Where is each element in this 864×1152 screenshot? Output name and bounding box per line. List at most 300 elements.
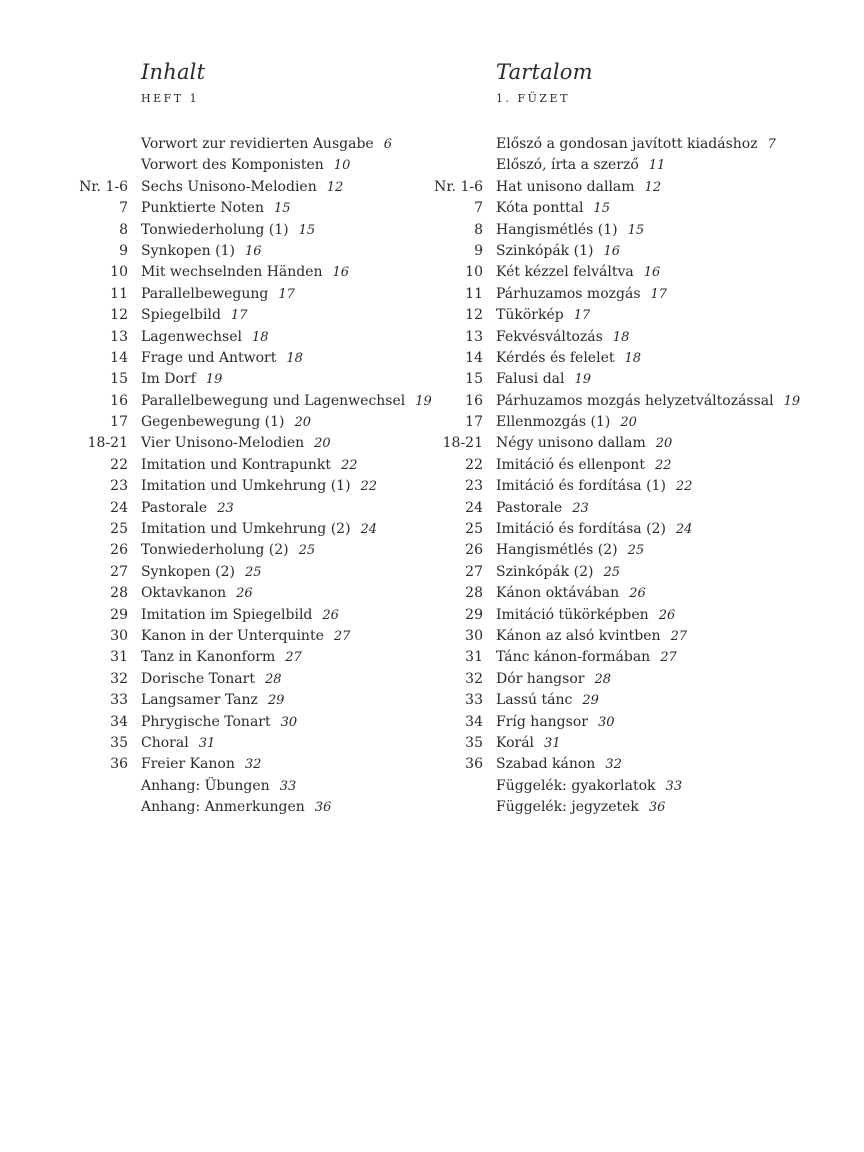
toc-entry (0, 797, 430, 818)
entry-title: Kánon oktávában (496, 585, 620, 602)
entry-title-wrap (141, 134, 392, 155)
entry-title-wrap (496, 177, 661, 198)
entry-title: Imitation und Umkehrung (1) (141, 478, 351, 495)
entry-title-wrap (141, 177, 343, 198)
entry-title: Vier Unisono-Melodien (141, 435, 305, 452)
entry-title-wrap (496, 797, 665, 818)
entry-title-wrap (141, 690, 284, 711)
toc-entry (0, 605, 430, 626)
entry-title: Szinkópák (2) (496, 563, 594, 580)
entry-page-number: 17 (650, 286, 668, 302)
entry-page-number: 20 (314, 436, 331, 452)
entry-page-number: 32 (605, 757, 622, 773)
entry-page-number: 26 (236, 586, 253, 602)
entry-page-number: 25 (603, 564, 620, 580)
toc-entry (0, 583, 430, 604)
entry-page-number: 29 (582, 693, 599, 709)
entry-page-number: 27 (660, 650, 677, 666)
entry-page-number: 15 (298, 222, 316, 238)
entry-number: 36 (465, 756, 483, 773)
entry-page-number: 15 (274, 201, 291, 217)
entry-number: Nr. 1-6 (434, 178, 483, 195)
toc-entry (430, 177, 864, 198)
entry-title-wrap (141, 498, 234, 519)
toc-entry (430, 155, 864, 176)
toc-entry (0, 369, 430, 390)
toc-entry (430, 519, 864, 540)
entry-title-wrap (496, 327, 629, 348)
entry-title-wrap (141, 733, 215, 754)
entry-title-wrap (141, 712, 297, 733)
toc-entry (0, 198, 430, 219)
entry-title: Parallelbewegung (141, 285, 269, 302)
entry-title-wrap (496, 583, 646, 604)
entry-title: Tánc kánon-formában (496, 649, 651, 666)
entry-number: 33 (110, 692, 128, 709)
entry-page-number: 32 (244, 757, 262, 773)
entry-number: 30 (465, 627, 483, 644)
entry-page-number: 28 (264, 671, 282, 687)
entry-number: 26 (110, 542, 128, 559)
entry-title: Hangismétlés (2) (496, 542, 618, 559)
entry-number: 14 (465, 349, 483, 366)
entry-page-number: 17 (278, 286, 295, 302)
entry-number: 9 (119, 242, 128, 259)
entry-number: 18-21 (442, 435, 483, 452)
entry-page-number: 31 (198, 735, 216, 751)
toc-entry (0, 348, 430, 369)
entry-page-number: 25 (244, 564, 262, 580)
entry-title: Dór hangsor (496, 670, 585, 687)
entry-number: 24 (465, 499, 483, 516)
entry-title-wrap (496, 562, 620, 583)
toc-entry (430, 562, 864, 583)
toc-entry (0, 412, 430, 433)
toc-entry (430, 134, 864, 155)
entry-number: 23 (465, 478, 483, 495)
entry-number: 17 (110, 414, 128, 431)
entry-page-number: 31 (544, 735, 561, 751)
entry-page-number: 16 (603, 243, 620, 259)
entry-title-wrap (496, 134, 776, 155)
entry-page-number: 12 (644, 179, 662, 195)
entry-page-number: 18 (612, 329, 630, 345)
entry-page-number: 20 (294, 415, 312, 431)
entry-number: 8 (474, 221, 483, 238)
toc-entry (430, 327, 864, 348)
entry-title: Vorwort zur revidierten Ausgabe (141, 136, 374, 152)
entry-page-number: 12 (326, 179, 344, 195)
entry-title-wrap (496, 369, 591, 390)
toc-entry (0, 391, 430, 412)
entry-page-number: 19 (415, 393, 432, 409)
toc-entry (430, 797, 864, 818)
toc-entry (0, 476, 430, 497)
entry-page-number: 15 (593, 201, 610, 217)
toc-entry (0, 669, 430, 690)
entry-title-wrap (141, 220, 315, 241)
entry-page-number: 29 (267, 693, 285, 709)
entry-page-number: 36 (648, 800, 666, 816)
entry-number: 26 (465, 542, 483, 559)
toc-entry (430, 647, 864, 668)
entry-page-number: 33 (279, 778, 297, 794)
entry-title-wrap (496, 605, 675, 626)
entry-title-wrap (141, 284, 295, 305)
entry-page-number: 30 (597, 714, 615, 730)
entry-title: Kanon in der Unterquinte (141, 627, 324, 644)
toc-entry (0, 519, 430, 540)
entry-title: Tükörkép (496, 307, 564, 324)
entry-title: Anhang: Übungen (141, 777, 270, 794)
entry-number: 13 (110, 328, 128, 345)
entry-number: 30 (110, 627, 128, 644)
entry-page-number: 26 (629, 586, 646, 602)
toc-entry (430, 540, 864, 561)
entry-title: Szabad kánon (496, 756, 596, 773)
toc-entry (430, 305, 864, 326)
entry-page-number: 30 (280, 714, 298, 730)
toc-entry (0, 284, 430, 305)
entry-title: Ellenmozgás (1) (496, 414, 611, 431)
entry-page-number: 23 (572, 500, 589, 516)
entry-page-number: 24 (675, 522, 693, 538)
entry-title: Langsamer Tanz (141, 692, 258, 709)
entry-number: 10 (110, 264, 128, 281)
entry-title: Fekvésváltozás (496, 328, 603, 345)
entry-number: 31 (110, 649, 128, 666)
toc-entry (0, 134, 430, 155)
toc-entry (0, 690, 430, 711)
entry-title: Kánon az alsó kvintben (496, 627, 661, 644)
toc-entry (430, 498, 864, 519)
toc-entry (0, 241, 430, 262)
entry-title-wrap (141, 669, 282, 690)
toc-entry (430, 262, 864, 283)
entry-page-number: 28 (594, 671, 611, 687)
entry-title: Fríg hangsor (496, 713, 588, 730)
toc-entry (0, 776, 430, 797)
entry-title-wrap (141, 754, 261, 775)
toc-entry (0, 177, 430, 198)
entry-page-number: 19 (574, 372, 592, 388)
entry-title-wrap (496, 198, 610, 219)
entry-title-wrap (496, 754, 622, 775)
entry-number: 7 (474, 200, 483, 217)
entry-page-number: 17 (230, 308, 248, 324)
entry-title: Imitáció tükörképben (496, 606, 649, 623)
entry-title-wrap (496, 433, 672, 454)
entry-title-wrap (496, 348, 641, 369)
entry-page-number: 22 (675, 479, 693, 495)
entry-page-number: 27 (285, 650, 302, 666)
entry-title: Oktavkanon (141, 585, 227, 602)
entry-number: 12 (465, 307, 483, 324)
entry-title: Im Dorf (141, 371, 196, 388)
entry-title-wrap (141, 776, 296, 797)
entry-title-wrap (141, 476, 377, 497)
toc-entry (0, 433, 430, 454)
entry-page-number: 16 (643, 265, 661, 281)
entry-page-number: 22 (654, 457, 672, 473)
toc-list (430, 134, 864, 819)
entry-title: Tanz in Kanonform (141, 649, 276, 666)
entry-title: Frage und Antwort (141, 349, 277, 366)
entry-title-wrap (141, 412, 311, 433)
toc-entry (430, 241, 864, 262)
entry-number: 35 (110, 734, 128, 751)
toc-entry (430, 712, 864, 733)
entry-number: 28 (110, 585, 128, 602)
entry-title: Szinkópák (1) (496, 242, 594, 259)
entry-number: 13 (465, 328, 483, 345)
entry-number: 9 (474, 242, 483, 259)
entry-page-number: 26 (322, 607, 339, 623)
entry-number: 16 (465, 392, 483, 409)
entry-page-number: 15 (627, 222, 645, 238)
toc-subheading: 1. FÜZET (496, 92, 570, 105)
entry-number: 22 (110, 456, 128, 473)
entry-number: 34 (465, 713, 483, 730)
entry-title: Synkopen (2) (141, 563, 235, 580)
entry-number: 35 (465, 734, 483, 751)
entry-title: Sechs Unisono-Melodien (141, 178, 317, 195)
toc-entry (0, 626, 430, 647)
entry-number: Nr. 1-6 (79, 178, 128, 195)
entry-title-wrap (141, 455, 358, 476)
entry-title: Előszó, írta a szerző (496, 157, 639, 174)
entry-title: Choral (141, 734, 189, 751)
toc-entry (430, 669, 864, 690)
entry-title: Mit wechselnden Händen (141, 264, 323, 281)
entry-title-wrap (496, 690, 599, 711)
toc-entry (0, 712, 430, 733)
toc-entry (430, 412, 864, 433)
entry-page-number: 18 (624, 350, 642, 366)
entry-number: 25 (465, 521, 483, 538)
entry-title: Anhang: Anmerkungen (141, 799, 305, 816)
entry-page-number: 22 (341, 457, 358, 473)
entry-title-wrap (141, 262, 349, 283)
entry-page-number: 22 (360, 479, 378, 495)
toc-entry (0, 455, 430, 476)
toc-entry (0, 562, 430, 583)
toc-entry (430, 776, 864, 797)
entry-number: 27 (110, 563, 128, 580)
entry-title: Hangismétlés (1) (496, 221, 618, 238)
entry-page-number: 25 (627, 543, 645, 559)
entry-title: Imitáció és fordítása (1) (496, 478, 666, 495)
entry-title: Imitáció és fordítása (2) (496, 521, 666, 538)
entry-title-wrap (496, 540, 644, 561)
entry-title: Kóta ponttal (496, 200, 584, 217)
entry-title: Imitation und Kontrapunkt (141, 456, 331, 473)
entry-page-number: 25 (298, 543, 316, 559)
entry-page-number: 16 (244, 243, 262, 259)
entry-title-wrap (141, 198, 291, 219)
entry-title: Hat unisono dallam (496, 178, 635, 195)
entry-title-wrap (496, 519, 692, 540)
entry-number: 25 (110, 521, 128, 538)
entry-number: 36 (110, 756, 128, 773)
entry-title-wrap (496, 712, 615, 733)
entry-number: 11 (110, 285, 128, 302)
entry-title-wrap (496, 305, 590, 326)
toc-entry (430, 733, 864, 754)
toc-heading: Tartalom (496, 60, 593, 84)
entry-title: Korál (496, 734, 535, 751)
toc-entry (430, 284, 864, 305)
entry-number: 31 (465, 649, 483, 666)
entry-page-number: 6 (383, 137, 392, 152)
entry-title: Freier Kanon (141, 756, 235, 773)
entry-number: 29 (465, 606, 483, 623)
entry-title: Vorwort des Komponisten (141, 157, 324, 174)
toc-entry (0, 498, 430, 519)
entry-title-wrap (141, 305, 247, 326)
entry-title: Gegenbewegung (1) (141, 414, 285, 431)
entry-title: Négy unisono dallam (496, 435, 646, 452)
entry-number: 22 (465, 456, 483, 473)
entry-title-wrap (141, 540, 315, 561)
entry-page-number: 18 (251, 329, 269, 345)
entry-title-wrap (141, 519, 377, 540)
toc-list (0, 134, 430, 819)
entry-page-number: 20 (620, 415, 637, 431)
entry-title: Falusi dal (496, 371, 565, 388)
toc-entry (430, 348, 864, 369)
toc-entry (0, 733, 430, 754)
entry-page-number: 24 (360, 522, 378, 538)
entry-number: 29 (110, 606, 128, 623)
entry-title-wrap (141, 647, 302, 668)
toc-entry (0, 540, 430, 561)
entry-title-wrap (496, 262, 660, 283)
entry-title: Dorische Tonart (141, 670, 255, 687)
entry-page-number: 19 (783, 393, 801, 409)
entry-title: Spiegelbild (141, 307, 221, 324)
entry-title-wrap (496, 155, 665, 176)
toc-heading: Inhalt (141, 60, 206, 84)
entry-page-number: 20 (655, 436, 673, 452)
entry-page-number: 19 (205, 372, 223, 388)
entry-title: Pastorale (141, 499, 208, 516)
toc-entry (0, 754, 430, 775)
entry-number: 18-21 (87, 435, 128, 452)
entry-title-wrap (141, 241, 262, 262)
entry-number: 24 (110, 499, 128, 516)
entry-title-wrap (141, 348, 303, 369)
entry-title: Imitation und Umkehrung (2) (141, 521, 351, 538)
entry-title-wrap (496, 733, 561, 754)
entry-number: 16 (110, 392, 128, 409)
entry-title-wrap (496, 776, 682, 797)
entry-number: 15 (110, 371, 128, 388)
entry-title-wrap (496, 626, 687, 647)
entry-title: Synkopen (1) (141, 242, 235, 259)
entry-title-wrap (141, 605, 339, 626)
toc-entry (0, 327, 430, 348)
entry-title-wrap (496, 220, 644, 241)
entry-number: 8 (119, 221, 128, 238)
entry-number: 15 (465, 371, 483, 388)
toc-entry (0, 262, 430, 283)
toc-entry (430, 455, 864, 476)
entry-number: 34 (110, 713, 128, 730)
entry-page-number: 26 (658, 607, 676, 623)
entry-title-wrap (141, 583, 253, 604)
entry-title-wrap (496, 455, 672, 476)
entry-title: Parallelbewegung und Lagenwechsel (141, 392, 406, 409)
entry-title-wrap (141, 562, 262, 583)
entry-title-wrap (496, 412, 637, 433)
toc-entry (430, 220, 864, 241)
entry-page-number: 17 (573, 308, 591, 324)
entry-title-wrap (496, 391, 800, 412)
entry-page-number: 11 (648, 158, 666, 174)
entry-title-wrap (141, 626, 350, 647)
entry-title-wrap (496, 241, 620, 262)
entry-title: Tonwiederholung (2) (141, 542, 289, 559)
entry-title: Előszó a gondosan javított kiadáshoz (496, 136, 758, 152)
entry-title-wrap (496, 647, 677, 668)
entry-title-wrap (496, 669, 611, 690)
entry-page-number: 27 (333, 628, 351, 644)
entry-number: 11 (465, 285, 483, 302)
toc-entry (0, 155, 430, 176)
entry-number: 7 (119, 200, 128, 217)
entry-title: Lassú tánc (496, 692, 573, 709)
entry-number: 27 (465, 563, 483, 580)
entry-page-number: 23 (217, 500, 234, 516)
toc-entry (430, 690, 864, 711)
toc-entry (0, 305, 430, 326)
entry-title-wrap (141, 797, 331, 818)
entry-title: Párhuzamos mozgás helyzetváltozással (496, 392, 774, 409)
entry-page-number: 7 (767, 137, 776, 152)
entry-page-number: 16 (332, 265, 350, 281)
entry-page-number: 18 (286, 350, 303, 366)
toc-subheading: HEFT 1 (141, 92, 200, 105)
entry-page-number: 33 (665, 778, 683, 794)
entry-number: 23 (110, 478, 128, 495)
entry-title: Imitation im Spiegelbild (141, 606, 313, 623)
toc-entry (430, 626, 864, 647)
toc-entry (430, 369, 864, 390)
entry-title-wrap (141, 327, 269, 348)
entry-number: 32 (465, 670, 483, 687)
entry-page-number: 27 (670, 628, 688, 644)
entry-title-wrap (496, 476, 692, 497)
entry-number: 10 (465, 264, 483, 281)
entry-title-wrap (141, 433, 331, 454)
entry-title-wrap (141, 391, 432, 412)
entry-number: 17 (465, 414, 483, 431)
entry-title: Párhuzamos mozgás (496, 285, 641, 302)
toc-entry (430, 754, 864, 775)
toc-entry (430, 433, 864, 454)
toc-entry (0, 220, 430, 241)
toc-entry (430, 605, 864, 626)
entry-number: 12 (110, 307, 128, 324)
toc-entry (430, 391, 864, 412)
entry-title: Pastorale (496, 499, 563, 516)
toc-entry (0, 647, 430, 668)
entry-title-wrap (496, 498, 589, 519)
entry-title: Függelék: jegyzetek (496, 799, 639, 816)
entry-number: 32 (110, 670, 128, 687)
entry-title: Imitáció és ellenpont (496, 456, 645, 473)
